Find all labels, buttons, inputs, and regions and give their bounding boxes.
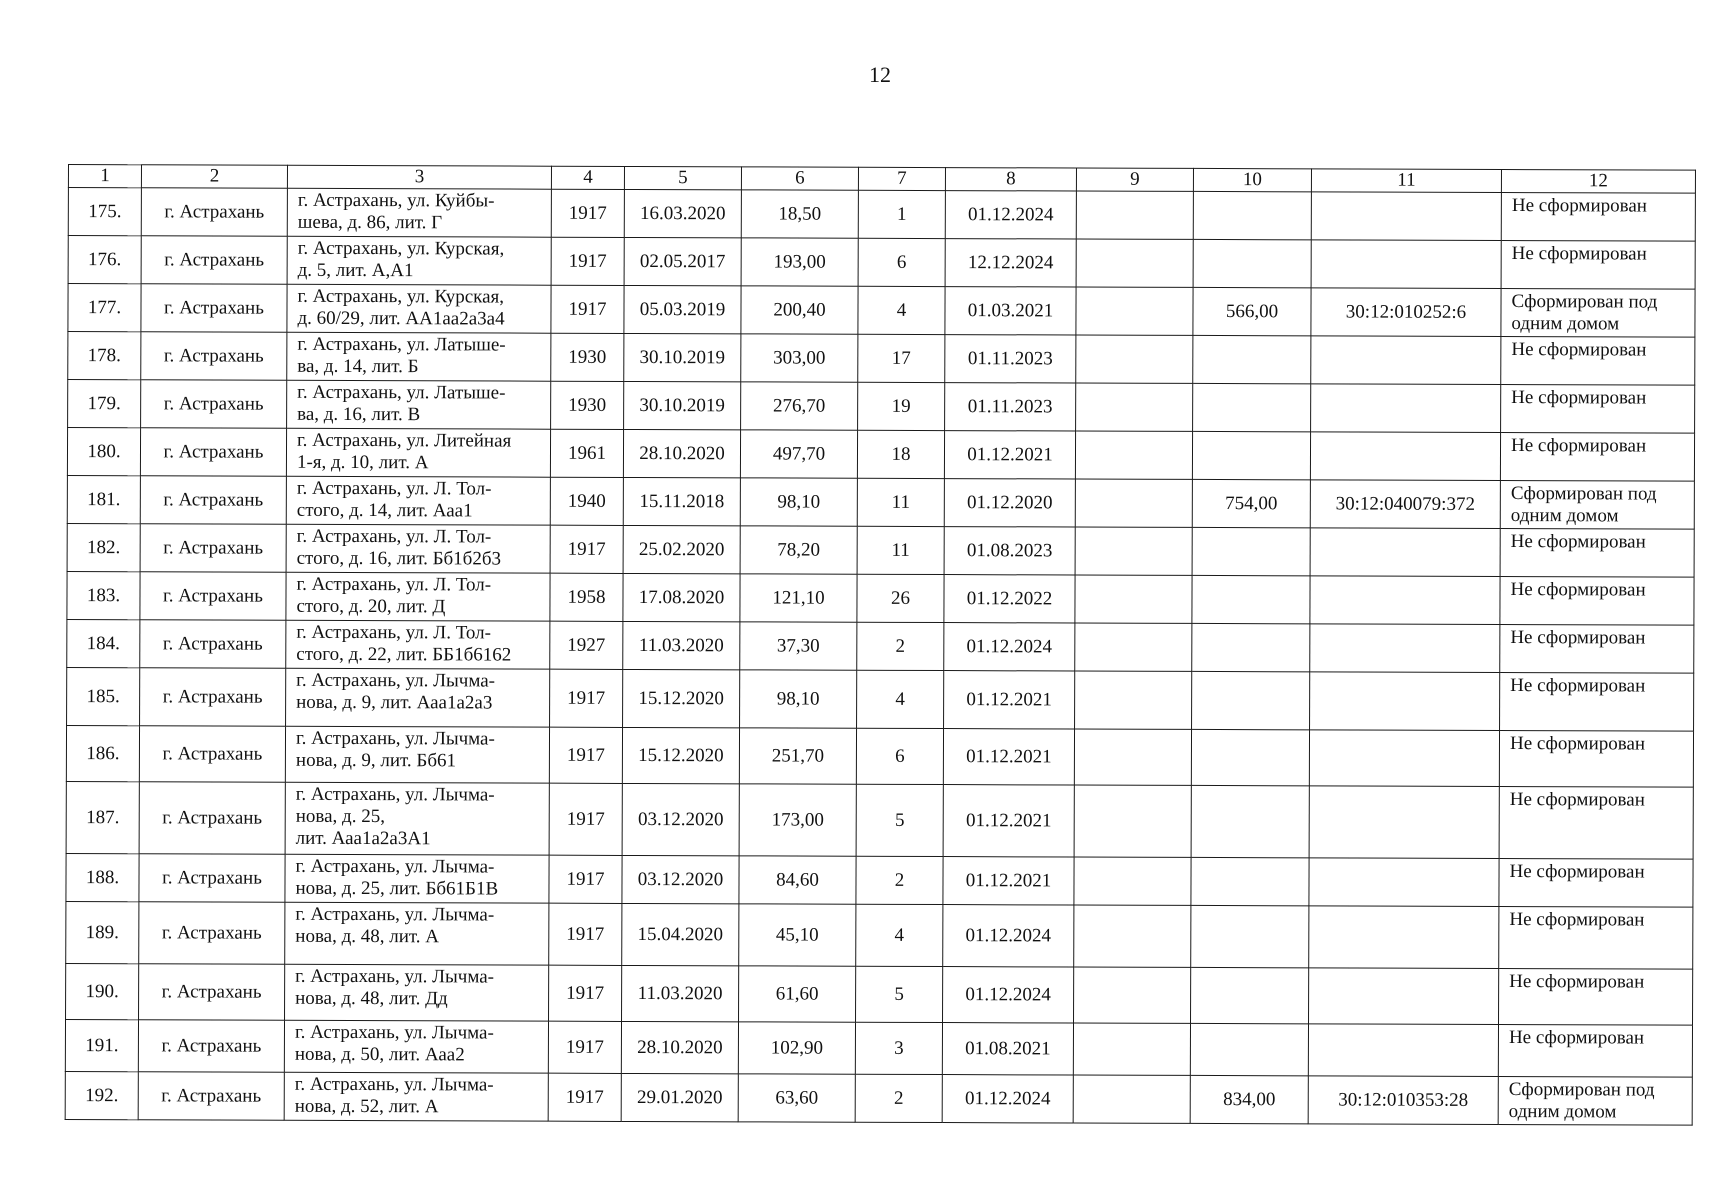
city-cell: г. Астрахань (139, 854, 285, 903)
cadastral-number-cell (1308, 1024, 1498, 1077)
land-status-cell: Не сформирован (1499, 731, 1693, 788)
address-cell: г. Астрахань, ул. Л. Тол- стого, д. 16, лит. Бб1б2б3 (286, 524, 550, 573)
land-area-cell (1192, 623, 1310, 671)
year-built-cell: 1917 (548, 1073, 621, 1121)
city-cell: г. Астрахань (139, 902, 285, 965)
floor-area-cell: 63,60 (738, 1074, 855, 1122)
address-cell: г. Астрахань, ул. Л. Тол- стого, д. 14, лит. Ааа1 (286, 476, 550, 525)
table-row (65, 1071, 1692, 1125)
recognition-date-cell: 16.03.2020 (624, 189, 741, 237)
cadastral-number-cell (1309, 730, 1499, 787)
resettlement-deadline-cell: 01.12.2021 (943, 729, 1074, 785)
row-number-cell: 175. (68, 188, 141, 236)
year-built-cell: 1917 (550, 669, 623, 727)
city-cell: г. Астрахань (139, 964, 285, 1021)
floor-area-cell: 98,10 (740, 670, 857, 728)
residents-count-cell: 6 (856, 728, 943, 784)
row-number-cell: 180. (67, 428, 140, 476)
floor-area-cell: 98,10 (740, 478, 857, 526)
land-area-cell (1191, 729, 1309, 785)
cadastral-number-cell (1309, 786, 1499, 859)
column-header: 5 (624, 166, 741, 189)
residents-count-cell: 5 (856, 966, 943, 1022)
cadastral-number-cell (1309, 968, 1499, 1025)
land-status-cell: Сформирован под одним домом (1498, 1076, 1692, 1125)
city-cell: г. Астрахань (140, 476, 286, 525)
year-built-cell: 1958 (550, 573, 623, 621)
residents-count-cell: 4 (856, 904, 943, 966)
residents-count-cell: 4 (858, 286, 945, 334)
table-row (67, 619, 1694, 673)
land-area-cell (1193, 191, 1311, 239)
resettlement-deadline-cell: 01.12.2024 (945, 191, 1076, 239)
resettlement-deadline-cell: 01.12.2020 (944, 479, 1075, 527)
column-header: 9 (1076, 168, 1193, 191)
year-built-cell: 1927 (550, 621, 623, 669)
land-area-cell (1193, 383, 1311, 431)
column-header: 8 (945, 168, 1076, 191)
table-row (67, 667, 1694, 731)
address-cell: г. Астрахань, ул. Литейная 1-я, д. 10, лит. А (286, 428, 550, 477)
column-header: 12 (1501, 170, 1695, 194)
resettlement-deadline-cell: 01.12.2024 (943, 905, 1074, 967)
column-header: 4 (551, 166, 624, 189)
recognition-date-cell: 17.08.2020 (623, 573, 740, 621)
table-row (67, 428, 1694, 482)
column-header: 1 (68, 165, 141, 188)
land-status-cell: Не сформирован (1501, 337, 1695, 386)
column-9-cell (1073, 1023, 1190, 1075)
recognition-date-cell: 28.10.2020 (621, 1021, 738, 1073)
residents-count-cell: 1 (858, 190, 945, 238)
row-number-cell: 185. (67, 667, 140, 725)
land-area-cell: 566,00 (1193, 287, 1311, 335)
row-number-cell: 183. (67, 571, 140, 619)
recognition-date-cell: 25.02.2020 (623, 525, 740, 573)
city-cell: г. Астрахань (139, 782, 285, 855)
column-header: 11 (1311, 169, 1501, 193)
cadastral-number-cell (1311, 240, 1501, 289)
floor-area-cell: 121,10 (740, 574, 857, 622)
cadastral-number-cell: 30:12:010353:28 (1308, 1076, 1498, 1125)
residents-count-cell: 3 (855, 1022, 942, 1074)
column-9-cell (1075, 671, 1192, 729)
address-cell: г. Астрахань, ул. Куйбы- шева, д. 86, лит. Г (287, 188, 551, 237)
floor-area-cell: 78,20 (740, 526, 857, 574)
address-cell: г. Астрахань, ул. Лычма- нова, д. 48, лит. Дд (285, 964, 549, 1021)
address-cell: г. Астрахань, ул. Лычма- нова, д. 25, лит. Ааа1а2а3А1 (285, 782, 549, 855)
address-cell: г. Астрахань, ул. Латыше- ва, д. 14, лит. Б (287, 332, 551, 381)
cadastral-number-cell (1310, 624, 1500, 673)
resettlement-deadline-cell: 01.12.2024 (942, 1075, 1073, 1123)
land-area-cell (1191, 967, 1309, 1023)
row-number-cell: 191. (65, 1019, 138, 1071)
address-cell: г. Астрахань, ул. Л. Тол- стого, д. 20, лит. Д (286, 572, 550, 621)
recognition-date-cell: 11.03.2020 (623, 621, 740, 669)
residents-count-cell: 17 (858, 334, 945, 382)
row-number-cell: 189. (66, 901, 139, 963)
row-number-cell: 192. (65, 1071, 138, 1119)
land-area-cell (1191, 905, 1309, 967)
cadastral-number-cell (1309, 906, 1499, 969)
row-number-cell: 187. (66, 781, 139, 853)
land-area-cell: 834,00 (1190, 1075, 1308, 1123)
resettlement-deadline-cell: 01.12.2021 (944, 671, 1075, 729)
recognition-date-cell: 15.12.2020 (623, 669, 740, 727)
column-9-cell (1075, 479, 1192, 527)
column-9-cell (1076, 335, 1193, 383)
cadastral-number-cell: 30:12:010252:6 (1311, 288, 1501, 337)
land-status-cell: Не сформирован (1501, 193, 1695, 242)
cadastral-number-cell (1310, 672, 1500, 731)
land-area-cell (1192, 431, 1310, 479)
floor-area-cell: 84,60 (739, 856, 856, 904)
recognition-date-cell: 30.10.2019 (624, 333, 741, 381)
land-status-cell: Не сформирован (1500, 433, 1694, 482)
address-cell: г. Астрахань, ул. Курская, д. 60/29, лит. АА1аа2а3а4 (287, 284, 551, 333)
table-row (68, 284, 1695, 338)
land-area-cell (1192, 671, 1310, 729)
resettlement-deadline-cell: 01.12.2024 (944, 623, 1075, 671)
row-number-cell: 190. (66, 963, 139, 1019)
address-cell: г. Астрахань, ул. Лычма- нова, д. 48, лит. А (285, 902, 549, 965)
table-row (66, 725, 1693, 787)
table-row (68, 332, 1695, 386)
column-9-cell (1076, 383, 1193, 431)
recognition-date-cell: 15.11.2018 (623, 477, 740, 525)
table-body (65, 188, 1695, 1126)
column-header: 6 (741, 167, 858, 190)
table-row (65, 1019, 1692, 1077)
address-cell: г. Астрахань, ул. Л. Тол- стого, д. 22, лит. ББ1б6162 (286, 620, 550, 669)
residents-count-cell: 11 (857, 478, 944, 526)
recognition-date-cell: 11.03.2020 (622, 965, 739, 1021)
year-built-cell: 1917 (550, 525, 623, 573)
address-cell: г. Астрахань, ул. Лычма- нова, д. 25, лит. Бб61Б1В (285, 854, 549, 903)
cadastral-number-cell (1310, 528, 1500, 577)
resettlement-deadline-cell: 01.11.2023 (945, 383, 1076, 431)
city-cell: г. Астрахань (141, 332, 287, 381)
year-built-cell: 1917 (549, 855, 622, 903)
residents-count-cell: 19 (858, 382, 945, 430)
table-row (66, 901, 1693, 969)
address-cell: г. Астрахань, ул. Лычма- нова, д. 9, лит. Ааа1а2а3 (286, 668, 550, 727)
residents-count-cell: 11 (857, 526, 944, 574)
resettlement-deadline-cell: 01.12.2021 (943, 785, 1074, 857)
row-number-cell: 177. (68, 284, 141, 332)
floor-area-cell: 37,30 (740, 622, 857, 670)
floor-area-cell: 276,70 (741, 382, 858, 430)
year-built-cell: 1961 (550, 429, 623, 477)
land-status-cell: Не сформирован (1499, 968, 1693, 1025)
city-cell: г. Астрахань (139, 726, 285, 783)
floor-area-cell: 18,50 (741, 190, 858, 238)
column-header: 7 (858, 167, 945, 190)
cadastral-number-cell (1310, 576, 1500, 625)
column-9-cell (1075, 527, 1192, 575)
cadastral-number-cell: 30:12:040079:372 (1310, 480, 1500, 529)
city-cell: г. Астрахань (141, 284, 287, 333)
land-status-cell: Не сформирован (1500, 577, 1694, 626)
residents-count-cell: 2 (856, 856, 943, 904)
column-9-cell (1076, 287, 1193, 335)
land-status-cell: Не сформирован (1500, 529, 1694, 578)
year-built-cell: 1917 (551, 237, 624, 285)
land-status-cell: Не сформирован (1499, 858, 1693, 907)
resettlement-deadline-cell: 01.08.2021 (942, 1023, 1073, 1075)
recognition-date-cell: 03.12.2020 (622, 783, 739, 855)
row-number-cell: 181. (67, 475, 140, 523)
city-cell: г. Астрахань (140, 428, 286, 477)
residents-count-cell: 6 (858, 238, 945, 286)
land-area-cell (1191, 785, 1309, 857)
row-number-cell: 176. (68, 236, 141, 284)
recognition-date-cell: 28.10.2020 (623, 429, 740, 477)
table-row (67, 523, 1694, 577)
year-built-cell: 1917 (551, 189, 624, 237)
land-status-cell: Сформирован под одним домом (1500, 481, 1694, 530)
cadastral-number-cell (1311, 384, 1501, 433)
column-9-cell (1075, 623, 1192, 671)
column-9-cell (1074, 967, 1191, 1023)
city-cell: г. Астрахань (138, 1020, 284, 1073)
land-status-cell: Не сформирован (1501, 241, 1695, 290)
column-9-cell (1075, 575, 1192, 623)
column-header: 2 (141, 165, 287, 189)
cadastral-number-cell (1310, 432, 1500, 481)
resettlement-deadline-cell: 01.12.2021 (943, 857, 1074, 905)
resettlement-deadline-cell: 01.12.2024 (943, 967, 1074, 1023)
floor-area-cell: 45,10 (739, 904, 856, 966)
land-area-cell (1192, 527, 1310, 575)
year-built-cell: 1940 (550, 477, 623, 525)
table-row (66, 853, 1693, 907)
table-row (68, 236, 1695, 290)
year-built-cell: 1917 (549, 903, 622, 965)
residents-count-cell: 5 (856, 784, 943, 856)
land-area-cell: 754,00 (1192, 479, 1310, 527)
column-9-cell (1076, 191, 1193, 239)
resettlement-deadline-cell: 12.12.2024 (945, 239, 1076, 287)
year-built-cell: 1917 (549, 965, 622, 1021)
registry-table (65, 164, 1696, 1126)
resettlement-deadline-cell: 01.12.2022 (944, 575, 1075, 623)
recognition-date-cell: 29.01.2020 (621, 1073, 738, 1121)
land-status-cell: Не сформирован (1499, 787, 1693, 860)
land-status-cell: Не сформирован (1500, 625, 1694, 674)
land-status-cell: Не сформирован (1500, 673, 1694, 732)
floor-area-cell: 193,00 (741, 238, 858, 286)
recognition-date-cell: 30.10.2019 (624, 381, 741, 429)
city-cell: г. Астрахань (138, 1072, 284, 1121)
year-built-cell: 1917 (549, 727, 622, 783)
residents-count-cell: 18 (857, 430, 944, 478)
row-number-cell: 186. (66, 725, 139, 781)
land-status-cell: Не сформирован (1498, 1024, 1692, 1077)
city-cell: г. Астрахань (140, 524, 286, 573)
row-number-cell: 179. (68, 380, 141, 428)
year-built-cell: 1917 (551, 285, 624, 333)
recognition-date-cell: 02.05.2017 (624, 237, 741, 285)
city-cell: г. Астрахань (141, 236, 287, 285)
city-cell: г. Астрахань (140, 668, 286, 727)
year-built-cell: 1930 (551, 333, 624, 381)
recognition-date-cell: 05.03.2019 (624, 285, 741, 333)
row-number-cell: 188. (66, 853, 139, 901)
registry-table-wrapper (65, 164, 1695, 1126)
column-9-cell (1074, 857, 1191, 905)
table-row (68, 188, 1695, 242)
cadastral-number-cell (1309, 858, 1499, 907)
page-number: 12 (869, 62, 891, 87)
year-built-cell: 1930 (551, 381, 624, 429)
cadastral-number-cell (1311, 192, 1501, 241)
address-cell: г. Астрахань, ул. Латыше- ва, д. 16, лит. В (287, 380, 551, 429)
residents-count-cell: 26 (857, 574, 944, 622)
residents-count-cell: 2 (855, 1074, 942, 1122)
table-row (66, 781, 1693, 859)
floor-area-cell: 497,70 (740, 430, 857, 478)
land-area-cell (1191, 857, 1309, 905)
column-9-cell (1073, 1075, 1190, 1123)
column-9-cell (1074, 729, 1191, 785)
year-built-cell: 1917 (549, 783, 622, 855)
row-number-cell: 182. (67, 523, 140, 571)
column-9-cell (1074, 905, 1191, 967)
row-number-cell: 184. (67, 619, 140, 667)
land-status-cell: Сформирован под одним домом (1501, 289, 1695, 338)
land-status-cell: Не сформирован (1499, 906, 1693, 969)
address-cell: г. Астрахань, ул. Лычма- нова, д. 50, лит. Ааа2 (284, 1020, 548, 1073)
row-number-cell: 178. (68, 332, 141, 380)
table-row (67, 475, 1694, 529)
table-row (66, 963, 1693, 1025)
land-area-cell (1193, 239, 1311, 287)
residents-count-cell: 4 (857, 670, 944, 728)
recognition-date-cell: 15.04.2020 (622, 903, 739, 965)
column-header: 10 (1193, 168, 1311, 191)
table-row (68, 380, 1695, 434)
land-area-cell (1190, 1023, 1308, 1075)
column-9-cell (1076, 239, 1193, 287)
city-cell: г. Астрахань (141, 380, 287, 429)
floor-area-cell: 61,60 (739, 966, 856, 1022)
resettlement-deadline-cell: 01.11.2023 (945, 335, 1076, 383)
floor-area-cell: 200,40 (741, 286, 858, 334)
city-cell: г. Астрахань (140, 572, 286, 621)
city-cell: г. Астрахань (140, 620, 286, 669)
resettlement-deadline-cell: 01.12.2021 (944, 431, 1075, 479)
column-9-cell (1074, 785, 1191, 857)
address-cell: г. Астрахань, ул. Лычма- нова, д. 52, лит. А (284, 1072, 548, 1121)
city-cell: г. Астрахань (141, 188, 287, 237)
address-cell: г. Астрахань, ул. Лычма- нова, д. 9, лит. Бб61 (285, 726, 549, 783)
floor-area-cell: 173,00 (739, 784, 856, 856)
recognition-date-cell: 03.12.2020 (622, 855, 739, 903)
floor-area-cell: 303,00 (741, 334, 858, 382)
residents-count-cell: 2 (857, 622, 944, 670)
column-header: 3 (287, 165, 551, 189)
resettlement-deadline-cell: 01.08.2023 (944, 527, 1075, 575)
resettlement-deadline-cell: 01.03.2021 (945, 287, 1076, 335)
land-area-cell (1193, 335, 1311, 383)
land-status-cell: Не сформирован (1501, 385, 1695, 434)
land-area-cell (1192, 575, 1310, 623)
table-row (67, 571, 1694, 625)
cadastral-number-cell (1311, 336, 1501, 385)
address-cell: г. Астрахань, ул. Курская, д. 5, лит. А,А1 (287, 236, 551, 285)
floor-area-cell: 102,90 (738, 1022, 855, 1074)
year-built-cell: 1917 (548, 1021, 621, 1073)
recognition-date-cell: 15.12.2020 (622, 727, 739, 783)
floor-area-cell: 251,70 (739, 728, 856, 784)
column-9-cell (1075, 431, 1192, 479)
